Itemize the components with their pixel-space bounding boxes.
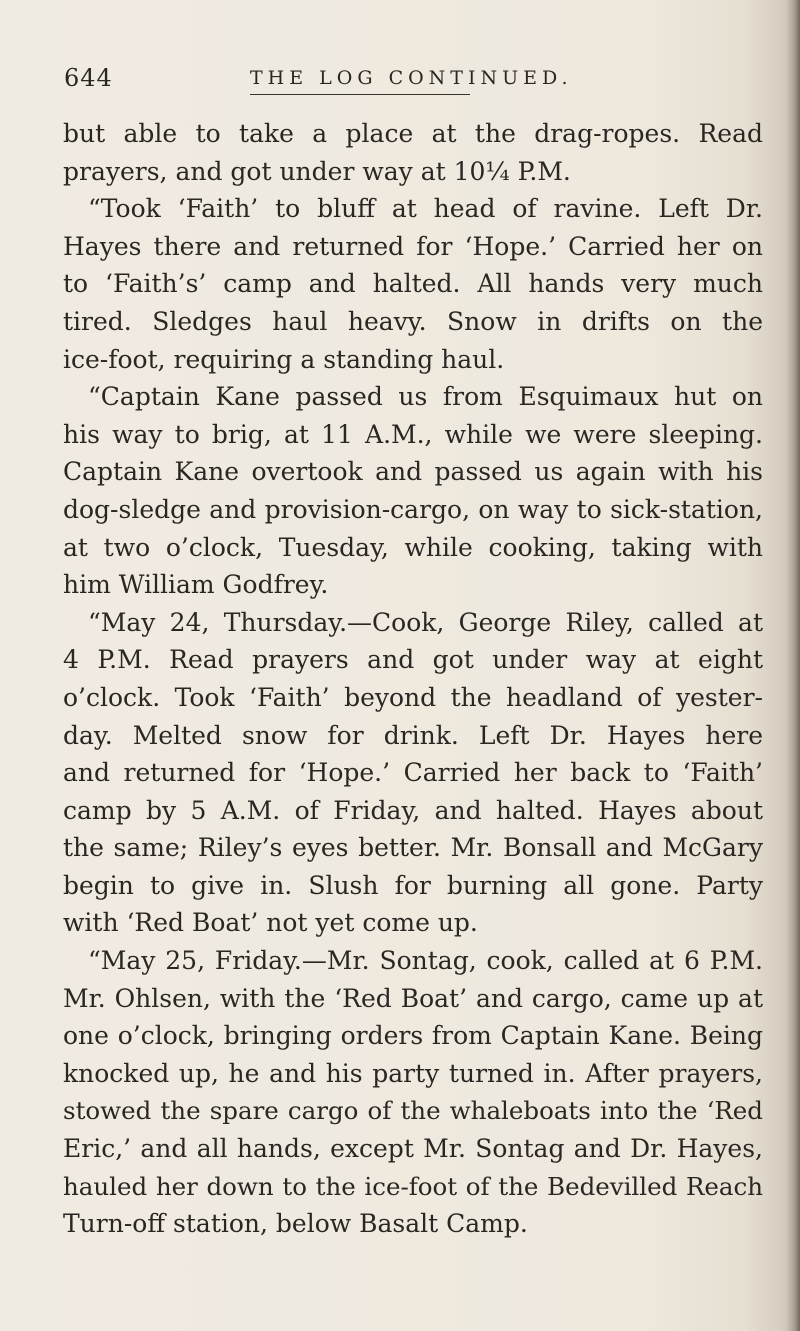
text-line: one o’clock, bringing orders from Captain Kane. Being (63, 1021, 763, 1051)
page-number: 644 (64, 64, 113, 92)
text-line: begin to give in. Slush for burning all gone. Party (63, 870, 763, 900)
text-line: “May 24, Thursday.—Cook, George Riley, called at (88, 607, 763, 637)
text-line: the same; Riley’s eyes better. Mr. Bonsall and McGary (63, 833, 763, 863)
running-head: THE LOG CONTINUED. (250, 67, 573, 89)
text-line: day. Melted snow for drink. Left Dr. Hayes here (63, 720, 763, 750)
text-line: knocked up, he and his party turned in. After prayers, (63, 1058, 763, 1088)
text-line: ice-foot, requiring a standing haul. (63, 344, 505, 374)
text-line: tired. Sledges haul heavy. Snow in drifts on the (63, 306, 763, 336)
text-line: 4 P.M. Read prayers and got under way at eight (63, 645, 763, 675)
text-line: stowed the spare cargo of the whaleboats into the ‘Red (63, 1096, 763, 1126)
page-header (0, 64, 800, 104)
text-line: his way to brig, at 11 A.M., while we were sleeping. (63, 419, 763, 449)
text-line: Turn-off station, below Basalt Camp. (63, 1209, 528, 1239)
text-line: camp by 5 A.M. of Friday, and halted. Hayes about (63, 795, 763, 825)
text-line: him William Godfrey. (63, 570, 329, 600)
text-line: “Captain Kane passed us from Esquimaux hut on (88, 382, 763, 412)
text-line: Captain Kane overtook and passed us again with his (63, 457, 763, 487)
text-line: Hayes there and returned for ‘Hope.’ Carried her on (63, 231, 763, 261)
text-line: Mr. Ohlsen, with the ‘Red Boat’ and cargo, came up at (63, 983, 763, 1013)
text-line: o’clock. Took ‘Faith’ beyond the headland of yester- (63, 682, 763, 712)
text-line: Eric,’ and all hands, except Mr. Sontag and Dr. Hayes, (63, 1134, 763, 1164)
text-line: and returned for ‘Hope.’ Carried her back to ‘Faith’ (63, 758, 763, 788)
text-line: to ‘Faith’s’ camp and halted. All hands very much (63, 269, 763, 299)
text-line: at two o’clock, Tuesday, while cooking, taking with (63, 532, 763, 562)
text-line: hauled her down to the ice-foot of the Bedevilled Reach (63, 1171, 763, 1201)
text-line: but able to take a place at the drag-ropes. Read (63, 119, 763, 148)
page-gutter-shadow (786, 0, 800, 1331)
text-line: “May 25, Friday.—Mr. Sontag, cook, called at 6 P.M. (88, 946, 763, 976)
running-head-rule (250, 94, 470, 95)
text-line: with ‘Red Boat’ not yet come up. (63, 908, 478, 938)
text-line: prayers, and got under way at 10¼ P.M. (63, 156, 571, 186)
body-text (63, 115, 763, 1243)
text-line: “Took ‘Faith’ to bluff at head of ravine. Left Dr. (88, 194, 763, 224)
text-line: dog-sledge and provision-cargo, on way to sick-station, (63, 494, 763, 524)
